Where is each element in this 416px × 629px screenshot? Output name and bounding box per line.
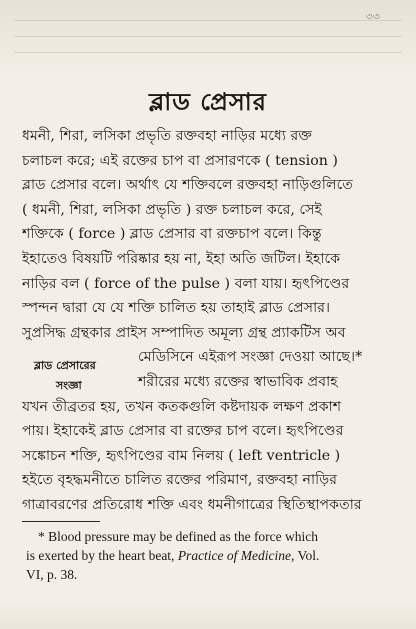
text-line: সঙ্কোচন শক্তি, হৃৎপিণ্ডের বাম নিলয় ( left ventricle ) (22, 447, 341, 464)
text-line: গাত্রাবরণের প্রতিরোধ শক্তি এবং ধমনীগাত্রের স্থিতিস্থাপকতার (22, 496, 362, 513)
text-line: শক্তিকে ( force ) ব্লাড প্রেসার বা রক্তচাপ বলে। কিন্তু (22, 226, 322, 243)
body-text (22, 124, 402, 518)
text-line: স্পন্দন দ্বারা যে যে শক্তি চালিত হয় তাহাই ব্লাড প্রেসার। (22, 300, 331, 317)
bleed-line (14, 36, 402, 37)
footnote (26, 527, 396, 584)
margin-note (34, 356, 126, 396)
text-line: চলাচল করে; এই রক্তের চাপ বা প্রসারণকে ( tension ) (22, 152, 338, 169)
page-bottom-shadow (0, 599, 416, 629)
footnote-line: * Blood pressure may be defined as the force which (38, 529, 319, 544)
footnote-book-title: Practice of Medicine, (177, 548, 295, 563)
text-line: যখন তীব্রতর হয়, তখন কতকগুলি কষ্টদায়ক লক্ষণ প্রকাশ (22, 398, 342, 415)
page-title: ব্লাড প্রেসার (149, 87, 267, 116)
text-line: ব্লাড প্রেসার বলে। অর্থাৎ যে শক্তিবলে রক্তবহা নাড়িগুলিতে (22, 177, 353, 194)
text-line: সুপ্রসিদ্ধ গ্রন্থকার প্রাইস সম্পাদিত অমূল্য গ্রন্থ প্র্যাকটিস অব (22, 324, 346, 341)
margin-note-line: সংজ্ঞা (56, 379, 82, 392)
text-line: ( ধমনী, শিরা, লসিকা প্রভৃতি ) রক্ত চলাচল করে, সেই (22, 201, 322, 218)
bleed-line (14, 20, 402, 21)
footnote-divider (22, 521, 100, 522)
text-line: মেডিসিনে এইরূপ সংজ্ঞা দেওয়া আছে।* (138, 349, 363, 366)
text-line: ইহাতেও বিষয়টি পরিষ্কার হয় না, ইহা অতি জটিল। ইহাকে (22, 250, 341, 267)
bleed-line (14, 52, 402, 53)
footnote-text: is exerted by the heart beat, (26, 548, 175, 563)
footnote-text: Vol. (297, 548, 320, 563)
text-line: ধমনী, শিরা, লসিকা প্রভৃতি রক্তবহা নাড়ির মধ্যে রক্ত (22, 128, 313, 144)
footnote-line: VI, p. 38. (26, 567, 78, 582)
page-number: ৩৩ (365, 10, 380, 23)
text-line: পায়। ইহাকেই ব্লাড প্রেসার বা রক্তের চাপ বলে। হৃৎপিণ্ডের (22, 423, 344, 440)
footnote-line (26, 546, 396, 565)
margin-note-line: ব্লাড প্রেসারের (34, 359, 96, 372)
text-line: শরীরের মধ্যে রক্তের স্বাভাবিক প্রবাহ (138, 373, 338, 390)
text-line: হইতে বৃহদ্ধমনীতে চালিত রক্তের পরিমাণ, রক্তবহা নাড়ির (22, 472, 338, 489)
text-line: নাড়ির বল ( force of the pulse ) বলা যায়। হৃৎপিণ্ডের (22, 275, 350, 292)
